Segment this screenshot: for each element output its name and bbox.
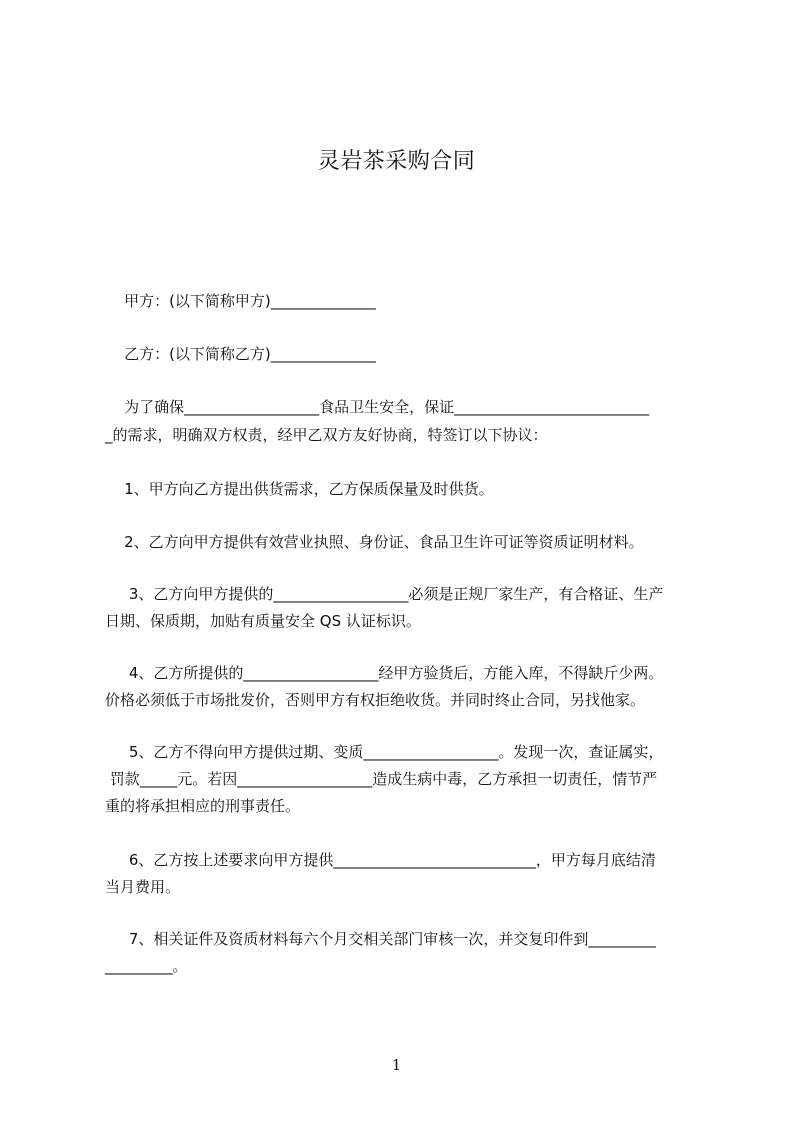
- clause-6-line-1: 6、乙方按上述要求向甲方提供___________________________，甲方每月底结清: [105, 851, 656, 869]
- clause-5-line-2: 罚款_____元。若因__________________造成生病中毒，乙方承担一切责任，情节严: [105, 770, 658, 788]
- page-title: 灵岩茶采购合同: [317, 149, 476, 174]
- clause-2: 2、乙方向甲方提供有效营业执照、身份证、食品卫生许可证等资质证明材料。: [105, 533, 644, 551]
- clause-4-line-1: 4、乙方所提供的__________________经甲方验货后，方能入库，不得缺斤少两。: [105, 664, 664, 682]
- clause-7-line-2: _________。: [105, 957, 188, 975]
- clause-3-line-2: 日期、保质期，加贴有质量安全 QS 认证标识。: [105, 612, 421, 630]
- intro-line-2: _的需求，明确双方权责，经甲乙双方友好协商，特签订以下协议：: [105, 426, 548, 444]
- intro-line-1: 为了确保__________________食品卫生安全，保证__________________________: [105, 398, 650, 416]
- party-b-line: 乙方：(以下简称乙方)______________: [105, 345, 376, 363]
- clause-3-line-1: 3、乙方向甲方提供的__________________必须是正规厂家生产，有合格证、生产: [105, 585, 664, 603]
- clause-1: 1、甲方向乙方提出供货需求，乙方保质保量及时供货。: [105, 480, 494, 498]
- clause-5-line-1: 5、乙方不得向甲方提供过期、变质__________________。发现一次，查证属实，: [105, 743, 664, 761]
- party-a-line: 甲方：(以下简称甲方)______________: [105, 292, 376, 310]
- clause-7-line-1: 7、相关证件及资质材料每六个月交相关部门审核一次，并交复印件到_________: [105, 930, 656, 948]
- page-number: 1: [391, 1056, 402, 1074]
- clause-4-line-2: 价格必须低于市场批发价，否则甲方有权拒绝收货。并同时终止合同，另找他家。: [105, 691, 646, 709]
- clause-6-line-2: 当月费用。: [105, 878, 181, 896]
- clause-5-line-3: 重的将承担相应的刑事责任。: [105, 797, 301, 815]
